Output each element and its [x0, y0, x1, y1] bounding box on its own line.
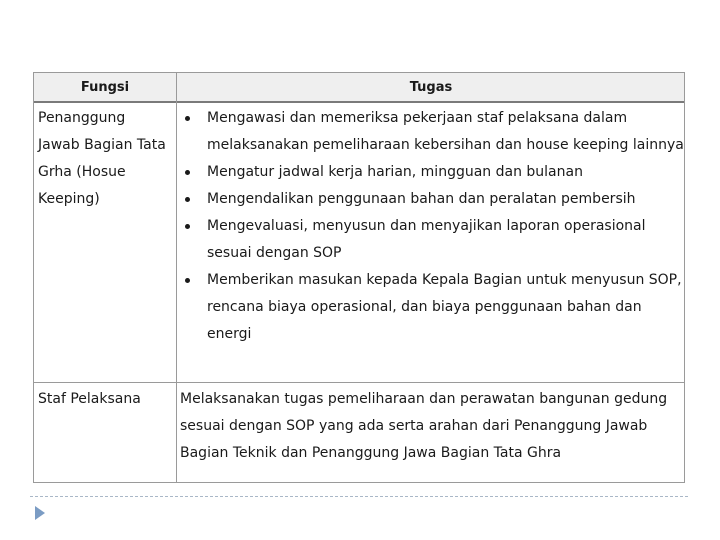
fungsi-line: Keeping) [38, 191, 100, 207]
fungsi-cell-penanggung-jawab [38, 105, 166, 213]
tugas-item-text: Mengevaluasi, menyusun dan menyajikan laporan operasional sesuai dengan SOP [207, 218, 646, 261]
next-slide-arrow-icon[interactable] [35, 506, 45, 520]
tugas-item-text: Memberikan masukan kepada Kepala Bagian untuk menyusun SOP, rencana biaya operasional, dan biaya penggunaan bahan dan energi [207, 272, 682, 342]
bullet-icon [185, 197, 190, 202]
table-header-row [34, 73, 684, 103]
bullet-icon [185, 116, 190, 121]
duties-table [33, 72, 685, 483]
fungsi-line: Grha (Hosue [38, 164, 126, 180]
header-fungsi: Fungsi [80, 80, 130, 95]
bullet-icon [185, 224, 190, 229]
fungsi-line: Jawab Bagian Tata [38, 137, 166, 153]
list-item [177, 267, 685, 348]
tugas-item-text: Mengawasi dan memeriksa pekerjaan staf pelaksana dalam melaksanakan pemeliharaan kebersihan dan house keeping lainnya [207, 110, 684, 153]
list-item [177, 159, 685, 186]
bullet-icon [185, 278, 190, 283]
tugas-cell-staf-pelaksana: Melaksanakan tugas pemeliharaan dan perawatan bangunan gedung sesuai dengan SOP yang ada serta arahan dari Penanggung Jawab Bagian Teknik dan Penanggung Jawa Bagian Tata Ghra [180, 391, 668, 461]
list-item [177, 186, 685, 213]
tugas-item-text: Mengatur jadwal kerja harian, mingguan dan bulanan [207, 164, 583, 180]
header-tugas: Tugas [409, 80, 453, 95]
tugas-item-text: Mengendalikan penggunaan bahan dan peralatan pembersih [207, 191, 636, 207]
bullet-icon [185, 170, 190, 175]
list-item [177, 105, 685, 159]
tugas-list-penanggung-jawab [177, 105, 685, 348]
list-item [177, 213, 685, 267]
dashed-divider [30, 496, 688, 497]
row-divider [34, 382, 684, 383]
fungsi-line: Penanggung [38, 110, 126, 126]
fungsi-cell-staf-pelaksana: Staf Pelaksana [38, 391, 141, 407]
